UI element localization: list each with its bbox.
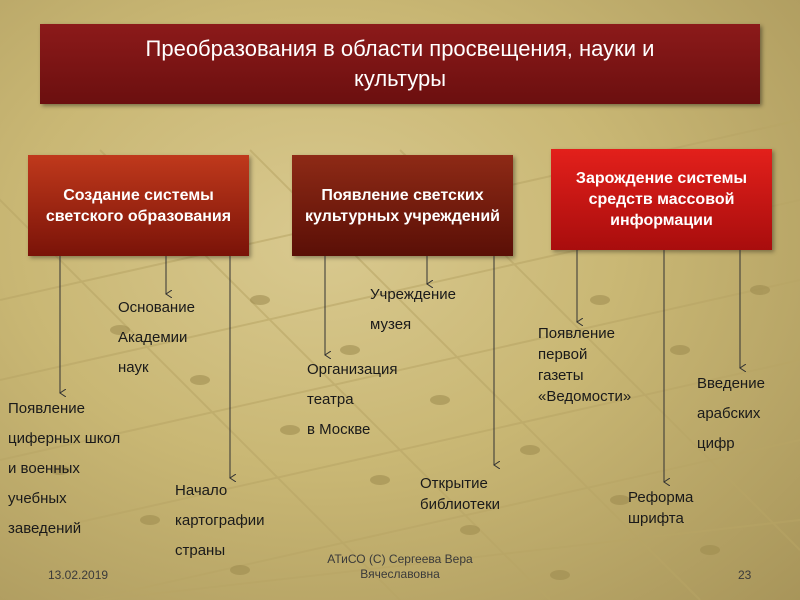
item-academy: Основание Академии наук (118, 299, 195, 376)
item-library: Открытие библиотеки (420, 475, 501, 513)
item-newspaper: Появление первой газеты «Ведомости» (538, 325, 632, 405)
page-title: Преобразования в области просвещения, науки и культуры (40, 24, 760, 104)
item-cartography: Начало картографии страны (175, 482, 265, 559)
item-font-reform: Реформа шрифта (628, 489, 694, 527)
item-military-schools: Появление циферных школ и военных учебных заведений (8, 400, 121, 537)
item-theatre: Организация театра в Москве (307, 361, 398, 438)
footer-date: 13.02.2019 (48, 568, 109, 582)
category-secular-education: Создание системы светского образования (28, 155, 249, 256)
category-mass-media: Зарождение системы средств массовой информации (551, 149, 772, 250)
footer-page-number: 23 (738, 568, 752, 582)
item-museum: Учреждение музея (370, 286, 456, 333)
item-arabic-numerals: Введение арабских цифр (697, 375, 765, 452)
footer-author: АТиСО (С) Сергеева Вера Вячеславовна (327, 552, 473, 581)
category-cultural-institutions: Появление светских культурных учреждений (292, 155, 513, 256)
